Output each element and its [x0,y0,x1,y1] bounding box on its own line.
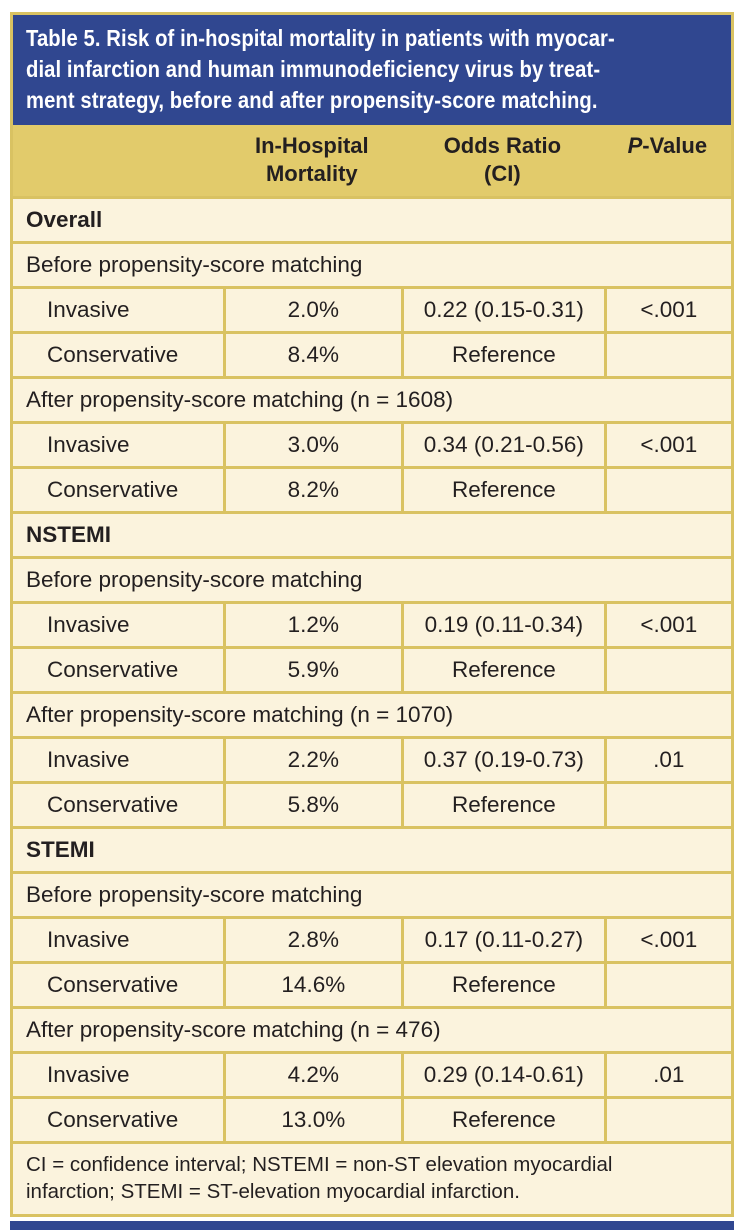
column-header-odds-ratio-line1: Odds Ratio [443,133,562,158]
subsection-label: After propensity-score matching (n = 1070) [26,702,454,727]
column-header-row [13,125,731,196]
mortality-cell: 5.9% [223,649,402,691]
odds-ratio-cell: 0.37 (0.19-0.73) [401,739,604,781]
mortality-cell: 4.2% [223,1054,402,1096]
p-value-cell: .01 [604,1054,731,1096]
mortality-cell: 2.2% [223,739,402,781]
strategy-cell: Invasive [47,927,130,952]
data-row [13,421,731,466]
section-label: STEMI [26,837,95,862]
section-row [13,196,731,241]
table-footnote [13,1141,731,1214]
odds-ratio-cell: Reference [401,1099,604,1141]
data-row [13,646,731,691]
p-value-cell [604,649,731,691]
mortality-cell: 3.0% [223,424,402,466]
p-value-cell: <.001 [604,919,731,961]
mortality-cell: 5.8% [223,784,402,826]
subsection-row [13,871,731,916]
data-row [13,916,731,961]
odds-ratio-cell: Reference [401,964,604,1006]
mortality-cell: 8.2% [223,469,402,511]
strategy-cell: Invasive [47,297,130,322]
subsection-row [13,376,731,421]
subsection-label: Before propensity-score matching [26,252,363,277]
column-header-odds-ratio-line2: (CI) [484,161,521,186]
odds-ratio-cell: 0.34 (0.21-0.56) [401,424,604,466]
strategy-cell: Conservative [47,342,179,367]
bottom-rule [10,1221,734,1230]
strategy-cell: Invasive [47,612,130,637]
odds-ratio-cell: Reference [401,334,604,376]
column-header-p-value [604,132,731,188]
data-row [13,736,731,781]
subsection-row [13,241,731,286]
strategy-cell: Invasive [47,432,130,457]
column-header-empty [13,132,223,188]
footnote-line: infarction; STEMI = ST-elevation myocardial infarction. [26,1180,520,1203]
strategy-cell: Conservative [47,657,179,682]
odds-ratio-cell: 0.17 (0.11-0.27) [401,919,604,961]
subsection-label: Before propensity-score matching [26,567,363,592]
column-header-odds-ratio [401,132,604,188]
table-title [13,15,731,125]
table-card [10,12,734,1217]
data-row [13,961,731,1006]
p-value-cell: <.001 [604,424,731,466]
strategy-cell: Conservative [47,792,179,817]
odds-ratio-cell: 0.22 (0.15-0.31) [401,289,604,331]
strategy-cell: Conservative [47,477,179,502]
section-row [13,826,731,871]
page [0,12,744,1203]
mortality-cell: 14.6% [223,964,402,1006]
data-row [13,1051,731,1096]
mortality-cell: 13.0% [223,1099,402,1141]
column-header-mortality-line2: Mortality [265,161,358,186]
p-value-cell [604,334,731,376]
strategy-cell: Invasive [47,747,130,772]
data-row [13,601,731,646]
odds-ratio-cell: Reference [401,469,604,511]
subsection-row [13,691,731,736]
subsection-label: After propensity-score matching (n = 1608) [26,387,454,412]
mortality-cell: 1.2% [223,604,402,646]
subsection-label: Before propensity-score matching [26,882,363,907]
section-label: NSTEMI [26,522,112,547]
strategy-cell: Conservative [47,1107,179,1132]
column-header-p-suffix: -Value [642,133,708,158]
data-row [13,1096,731,1141]
data-row [13,331,731,376]
mortality-cell: 8.4% [223,334,402,376]
section-label: Overall [26,207,103,232]
strategy-cell: Conservative [47,972,179,997]
table-title-line: ment strategy, before and after propensity-score matching. [26,87,598,113]
p-value-cell [604,784,731,826]
mortality-cell: 2.8% [223,919,402,961]
strategy-cell: Invasive [47,1062,130,1087]
table-title-line: dial infarction and human immunodeficiency virus by treat- [26,56,601,82]
p-value-cell [604,964,731,1006]
p-value-cell: <.001 [604,604,731,646]
table-body [13,196,731,1141]
section-row [13,511,731,556]
subsection-row [13,556,731,601]
p-value-cell: .01 [604,739,731,781]
p-value-cell [604,469,731,511]
data-row [13,286,731,331]
odds-ratio-cell: 0.29 (0.14-0.61) [401,1054,604,1096]
column-header-mortality [223,132,402,188]
footnote-line: CI = confidence interval; NSTEMI = non-ST elevation myocardial [26,1153,613,1176]
subsection-label: After propensity-score matching (n = 476) [26,1017,441,1042]
column-header-p-italic: P [627,133,643,158]
subsection-row [13,1006,731,1051]
table-title-line: Table 5. Risk of in-hospital mortality in patients with myocar- [26,25,615,51]
mortality-cell: 2.0% [223,289,402,331]
p-value-cell: <.001 [604,289,731,331]
column-header-mortality-line1: In-Hospital [254,133,369,158]
odds-ratio-cell: Reference [401,784,604,826]
p-value-cell [604,1099,731,1141]
odds-ratio-cell: Reference [401,649,604,691]
data-row [13,466,731,511]
odds-ratio-cell: 0.19 (0.11-0.34) [401,604,604,646]
data-row [13,781,731,826]
